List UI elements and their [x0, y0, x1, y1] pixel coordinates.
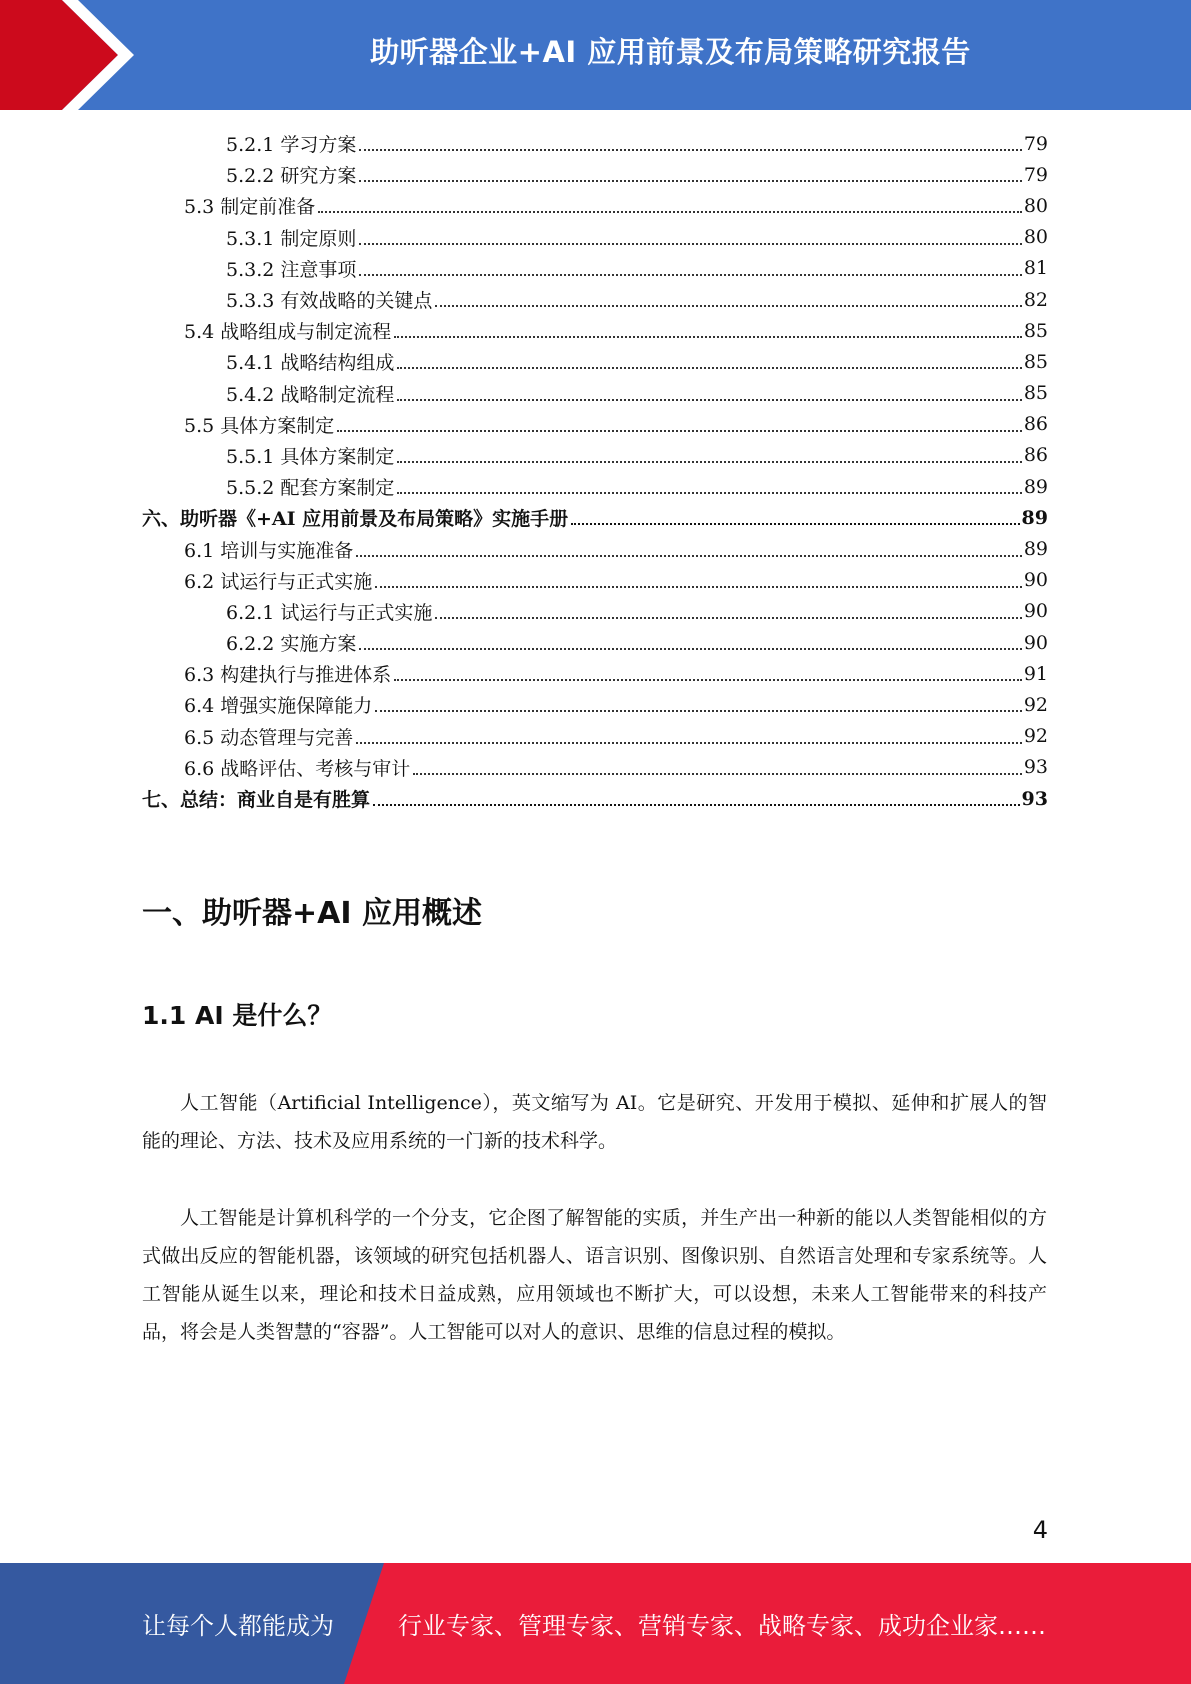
toc-dot-leader: [394, 335, 1022, 338]
toc-dot-leader: [435, 304, 1021, 307]
toc-entry-label: 5.2.2 研究方案: [226, 165, 357, 188]
toc-entry-label: 6.4 增强实施保障能力: [184, 695, 373, 718]
toc-entry[interactable]: [142, 627, 1048, 658]
page-footer: [0, 1563, 1191, 1684]
toc-entry[interactable]: [142, 596, 1048, 627]
toc-entry-page: 85: [1023, 350, 1048, 373]
toc-entry-label: 6.6 战略评估、考核与审计: [184, 757, 411, 780]
toc-entry[interactable]: [142, 222, 1048, 253]
toc-entry-page: 93: [1021, 787, 1048, 810]
toc-entry[interactable]: [142, 409, 1048, 440]
toc-entry[interactable]: [142, 752, 1048, 783]
toc-dot-leader: [394, 678, 1022, 681]
toc-dot-leader: [359, 179, 1021, 182]
toc-entry-label: 6.2.2 实施方案: [226, 633, 357, 656]
toc-dot-leader: [359, 273, 1021, 276]
toc-entry-page: 79: [1023, 163, 1048, 186]
toc-entry-page: 90: [1023, 600, 1048, 623]
toc-entry-label: 5.3 制定前准备: [184, 196, 316, 219]
toc-entry[interactable]: [142, 721, 1048, 752]
toc-entry[interactable]: [142, 440, 1048, 471]
page-number: 4: [1032, 1516, 1048, 1544]
toc-entry-page: 92: [1023, 693, 1048, 716]
toc-entry[interactable]: [142, 502, 1048, 533]
toc-dot-leader: [435, 616, 1021, 619]
toc-entry[interactable]: [142, 378, 1048, 409]
toc-dot-leader: [318, 210, 1022, 213]
toc-dot-leader: [356, 741, 1022, 744]
toc-entry[interactable]: [142, 658, 1048, 689]
toc-dot-leader: [375, 709, 1022, 712]
table-of-contents: [142, 128, 1048, 814]
toc-entry[interactable]: [142, 565, 1048, 596]
toc-entry-label: 5.5 具体方案制定: [184, 414, 335, 437]
toc-dot-leader: [397, 460, 1021, 463]
toc-entry-label: 5.5.2 配套方案制定: [226, 477, 395, 500]
paragraph: 人工智能是计算机科学的一个分支，它企图了解智能的实质，并生产出一种新的能以人类智能相似的方式做出反应的智能机器，该领域的研究包括机器人、语言识别、图像识别、自然语言处理和专家系统等。人工智能从诞生以来，理论和技术日益成熟，应用领域也不断扩大，可以设想，未来人工智能带来的科技产品，将会是人类智慧的“容器”。人工智能可以对人的意识、思维的信息过程的模拟。: [142, 1207, 1047, 1343]
toc-entry-label: 6.3 构建执行与推进体系: [184, 664, 392, 687]
toc-entry-page: 86: [1023, 413, 1048, 436]
report-title: 助听器企业+AI 应用前景及布局策略研究报告: [370, 34, 971, 69]
toc-entry[interactable]: [142, 471, 1048, 502]
toc-dot-leader: [397, 366, 1021, 369]
toc-entry[interactable]: [142, 159, 1048, 190]
toc-entry-label: 6.2 试运行与正式实施: [184, 570, 373, 593]
toc-entry-page: 79: [1023, 132, 1048, 155]
toc-entry-label: 6.2.1 试运行与正式实施: [226, 601, 433, 624]
toc-entry-page: 80: [1023, 226, 1048, 249]
toc-entry-label: 6.1 培训与实施准备: [184, 539, 354, 562]
paragraph: 人工智能（Artificial Intelligence），英文缩写为 AI。它是研究、开发用于模拟、延伸和扩展人的智能的理论、方法、技术及应用系统的一门新的技术科学。: [142, 1092, 1047, 1152]
toc-entry[interactable]: [142, 783, 1048, 814]
toc-entry-page: 90: [1023, 631, 1048, 654]
page-header: [0, 0, 1191, 110]
section-heading: 一、助听器+AI 应用概述: [142, 896, 482, 931]
toc-entry-label: 5.3.1 制定原则: [226, 227, 357, 250]
toc-entry[interactable]: [142, 346, 1048, 377]
toc-dot-leader: [337, 429, 1022, 432]
toc-entry-page: 81: [1023, 257, 1048, 280]
toc-entry-label: 5.3.2 注意事项: [226, 258, 357, 281]
footer-slogan-left: 让每个人都能成为: [142, 1612, 334, 1640]
toc-entry-page: 80: [1023, 194, 1048, 217]
toc-entry-page: 93: [1023, 756, 1048, 779]
toc-entry-page: 90: [1023, 569, 1048, 592]
toc-entry-page: 86: [1023, 444, 1048, 467]
toc-dot-leader: [375, 585, 1022, 588]
toc-entry-page: 91: [1023, 662, 1048, 685]
toc-dot-leader: [359, 148, 1021, 151]
toc-entry-label: 6.5 动态管理与完善: [184, 726, 354, 749]
toc-entry[interactable]: [142, 253, 1048, 284]
toc-entry[interactable]: [142, 689, 1048, 720]
toc-entry-label: 5.3.3 有效战略的关键点: [226, 290, 433, 313]
toc-entry-label: 5.4.1 战略结构组成: [226, 352, 395, 375]
toc-entry[interactable]: [142, 315, 1048, 346]
toc-entry-label: 七、总结：商业自是有胜算: [142, 789, 371, 812]
toc-dot-leader: [571, 522, 1019, 525]
toc-dot-leader: [373, 803, 1020, 806]
toc-entry-page: 92: [1023, 725, 1048, 748]
toc-entry-label: 5.4 战略组成与制定流程: [184, 321, 392, 344]
toc-dot-leader: [359, 242, 1021, 245]
toc-entry-page: 89: [1023, 475, 1048, 498]
footer-slogan-right: 行业专家、管理专家、营销专家、战略专家、成功企业家……: [398, 1612, 1046, 1640]
toc-dot-leader: [397, 398, 1021, 401]
subsection-heading: 1.1 AI 是什么？: [142, 1001, 333, 1030]
toc-entry[interactable]: [142, 284, 1048, 315]
toc-dot-leader: [356, 554, 1022, 557]
toc-entry-label: 六、助听器《+AI 应用前景及布局策略》实施手册: [142, 508, 569, 531]
toc-entry-page: 85: [1023, 319, 1048, 342]
toc-dot-leader: [413, 772, 1022, 775]
toc-entry-page: 89: [1021, 506, 1048, 529]
toc-dot-leader: [397, 491, 1021, 494]
toc-dot-leader: [359, 647, 1021, 650]
toc-entry-label: 5.4.2 战略制定流程: [226, 383, 395, 406]
toc-entry[interactable]: [142, 128, 1048, 159]
toc-entry-label: 5.2.1 学习方案: [226, 134, 357, 157]
toc-entry-label: 5.5.1 具体方案制定: [226, 445, 395, 468]
toc-entry[interactable]: [142, 190, 1048, 221]
toc-entry-page: 85: [1023, 382, 1048, 405]
toc-entry-page: 82: [1023, 288, 1048, 311]
toc-entry-page: 89: [1023, 538, 1048, 561]
toc-entry[interactable]: [142, 533, 1048, 564]
